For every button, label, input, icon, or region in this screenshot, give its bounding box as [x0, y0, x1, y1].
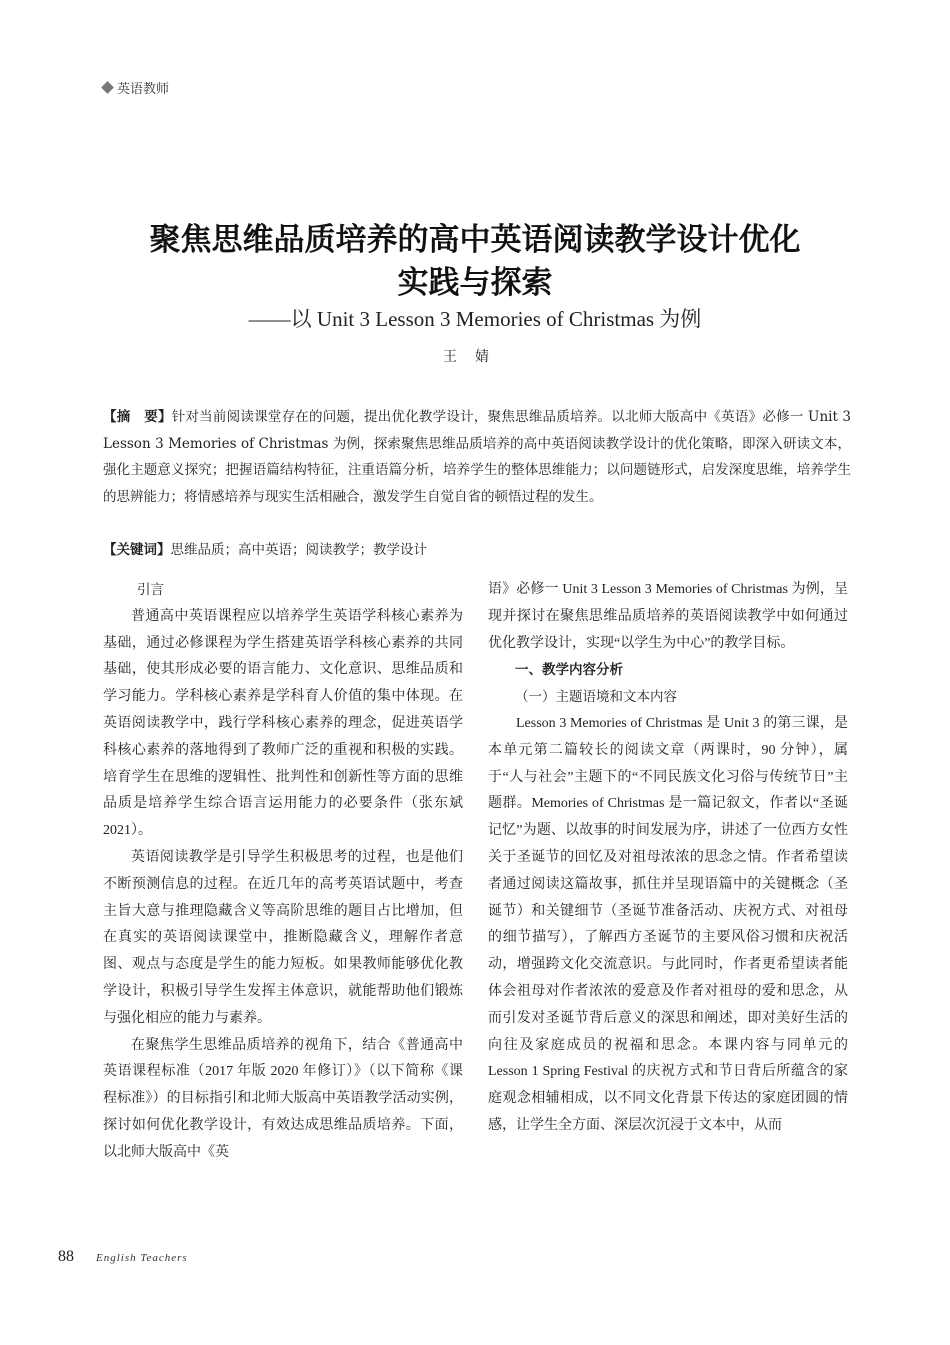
- paragraph: 语》必修一 Unit 3 Lesson 3 Memories of Christmas 为例，呈现并探讨在聚焦思维品质培养的英语阅读教学中如何通过优化教学设计，实现“以学生为中心”的教学目标。: [488, 582, 848, 651]
- section-header: [103, 78, 169, 97]
- sub-heading: （一）主题语境和文本内容: [515, 689, 677, 706]
- page-footer: [58, 1248, 188, 1266]
- keywords-text: 思维品质；高中英语；阅读教学；教学设计: [170, 542, 427, 558]
- article-title-line1: 聚焦思维品质培养的高中英语阅读教学设计优化: [149, 222, 801, 258]
- paragraph: Lesson 3 Memories of Christmas 是 Unit 3 的第三课，是本单元第二篇较长的阅读文章（两课时，90 分钟），属于“人与社会”主题下的“不同民族文化习俗与传统节日”主题群。Memories of Christmas 是一篇记叙文，作者以“圣诞记忆”为题、以故事的时间发展为序，讲述了一位西方女性关于圣诞节的回忆及对祖母浓浓的思念之情。作者希望读者通过阅读这篇故事，抓住并呈现语篇中的关键概念（圣诞节）和关键细节（圣诞节准备活动、庆祝方式、对祖母的细节描写），了解西方圣诞节的主要风俗习惯和庆祝活动，增强跨文化交流意识。与此同时，作者更希望读者能体会祖母对作者浓浓的爱意及作者对祖母的爱和思念，从而引发对圣诞节背后意义的深思和阐述，即对美好生活的向往及家庭成员的祝福和思念。本课内容与同单元的 Lesson 1 Spring Festival 的庆祝方式和节日背后所蕴含的家庭观念相辅相成，以不同文化背景下传达的家庭团圆的情感，让学生全方面、深层次沉浸于文本中，从而: [488, 715, 848, 1133]
- paragraph: 英语阅读教学是引导学生积极思考的过程，也是他们不断预测信息的过程。在近几年的高考英语试题中，考查主旨大意与推理隐藏含义等高阶思维的题目占比增加，但在真实的英语阅读课堂中，推断隐藏含义，理解作者意图、观点与态度是学生的能力短板。如果教师能够优化教学设计，积极引导学生发挥主体意识，就能帮助他们锻炼与强化相应的能力与素养。: [103, 849, 463, 1026]
- article-subtitle: ——以 Unit 3 Lesson 3 Memories of Christmas 为例: [248, 307, 702, 331]
- right-column: [488, 577, 848, 1140]
- keywords-label: 【关键词】: [103, 542, 171, 558]
- journal-name: English Teachers: [96, 1252, 188, 1264]
- article-title-line2: 实践与探索: [397, 265, 553, 301]
- intro-heading: 引言: [137, 582, 164, 598]
- diamond-icon: [101, 81, 114, 94]
- abstract: [103, 404, 851, 510]
- paragraph: 在聚焦学生思维品质培养的视角下，结合《普通高中英语课程标准（2017 年版 2020 年修订）》（以下简称《课程标准》）的目标指引和北师大版高中英语教学活动实例，探讨如何优化教学设计，有效达成思维品质培养。下面，以北师大版高中《英: [103, 1037, 463, 1160]
- paragraph: 普通高中英语课程应以培养学生英语学科核心素养为基础，通过必修课程为学生搭建英语学科核心素养的共同基础，使其形成必要的语言能力、文化意识、思维品质和学习能力。学科核心素养是学科育人价值的集中体现。在英语阅读教学中，践行学科核心素养的理念，促进英语学科核心素养的落地得到了教师广泛的重视和积极的实践。培育学生在思维的逻辑性、批判性和创新性等方面的思维品质是培养学生综合语言运用能力的必要条件（张东斌 2021）。: [103, 608, 463, 839]
- author-name: 王婧: [443, 349, 507, 365]
- abstract-label: 【摘 要】: [103, 409, 172, 425]
- abstract-text: 针对当前阅读课堂存在的问题，提出优化教学设计，聚焦思维品质培养。以北师大版高中《英语》必修一 Unit 3 Lesson 3 Memories of Christmas 为例，探索聚焦思维品质培养的高中英语阅读教学设计的优化策略，即深入研读文本，强化主题意义探究；把握语篇结构特征，注重语篇分析，培养学生的整体思维能力；以问题链形式，启发深度思维，培养学生的思辨能力；将情感培养与现实生活相融合，激发学生自觉自省的顿悟过程的发生。: [103, 409, 851, 505]
- section-label: 英语教师: [117, 82, 170, 97]
- keywords: [103, 537, 851, 563]
- page-number: 88: [58, 1248, 74, 1265]
- left-column: [103, 577, 463, 1167]
- section-heading: 一、教学内容分析: [515, 662, 623, 679]
